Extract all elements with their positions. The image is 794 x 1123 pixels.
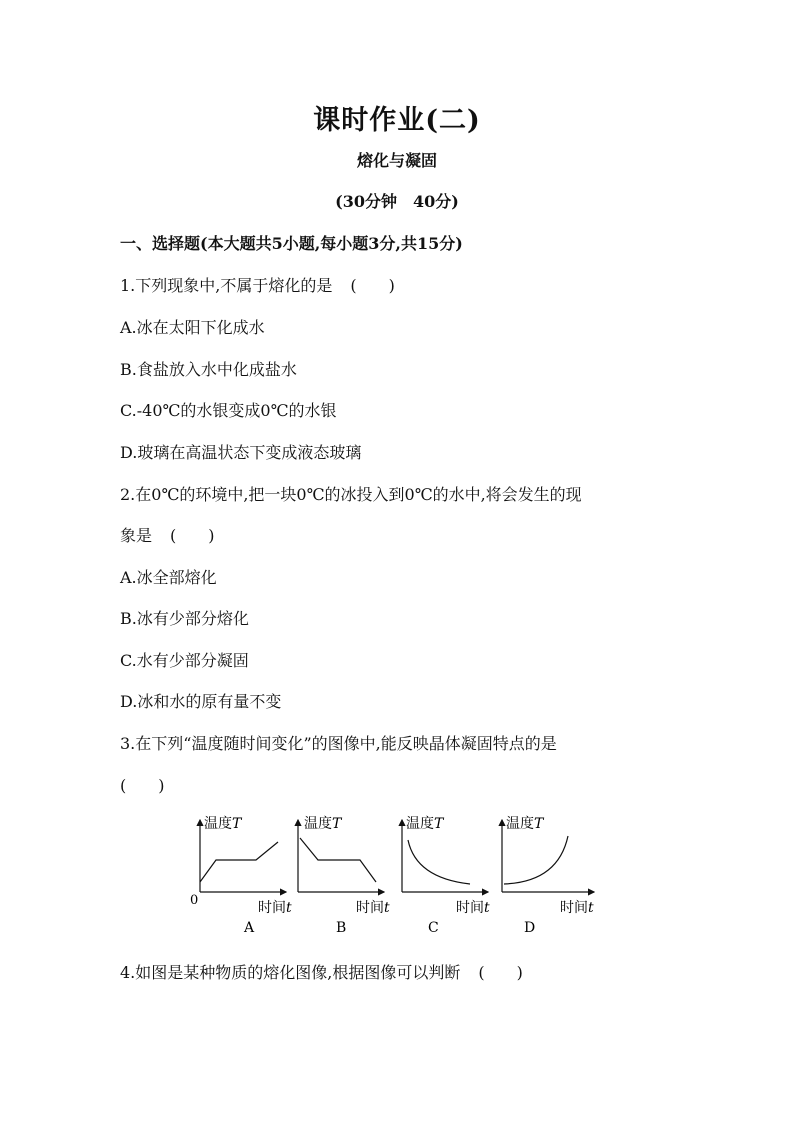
y-axis-label: 温度T: [304, 816, 342, 832]
q2-option-d: D.冰和水的原有量不变: [120, 692, 282, 711]
question-1-stem: [120, 273, 395, 296]
y-axis-label: 温度T: [506, 816, 544, 832]
graph-b: [298, 815, 390, 936]
caption-a: A: [244, 920, 255, 936]
caption-d: D: [524, 920, 536, 936]
curve-d: [504, 836, 568, 884]
q2-option-b: B.冰有少部分熔化: [120, 609, 249, 628]
answer-paren: ( ): [350, 276, 395, 295]
question-2-stem-line2: [120, 523, 215, 546]
question-3-stem: 3.在下列“温度随时间变化”的图像中,能反映晶体凝固特点的是: [120, 734, 557, 753]
x-axis-label: 时间t: [356, 900, 390, 916]
y-axis-label: 温度T: [204, 816, 242, 832]
page-title: 课时作业(二): [313, 105, 481, 136]
answer-paren: ( ): [170, 526, 215, 545]
origin-label: 0: [190, 893, 199, 908]
page-subtitle: 熔化与凝固: [356, 151, 437, 170]
x-axis-label: 时间t: [456, 900, 490, 916]
curve-a: [200, 842, 278, 882]
graph-c: [402, 815, 490, 936]
q2-option-a: A.冰全部熔化: [120, 568, 217, 587]
caption-c: C: [428, 920, 439, 936]
q1-option-a: A.冰在太阳下化成水: [120, 318, 265, 337]
x-axis-label: 时间t: [258, 900, 292, 916]
time-score-info: (30分钟 40分): [335, 192, 459, 211]
q2-option-c: C.水有少部分凝固: [120, 651, 249, 670]
q1-option-b: B.食盐放入水中化成盐水: [120, 360, 297, 379]
x-axis-label: 时间t: [560, 900, 594, 916]
graph-a: [190, 815, 292, 936]
question-4-stem: [120, 960, 523, 983]
q1-option-d: D.玻璃在高温状态下变成液态玻璃: [120, 443, 362, 462]
section-heading: 一、选择题(本大题共5小题,每小题3分,共15分): [120, 234, 463, 253]
y-axis-label: 温度T: [406, 816, 444, 832]
answer-paren: ( ): [478, 963, 523, 982]
graph-d: [502, 815, 594, 936]
question-1-text: 1.下列现象中,不属于熔化的是: [120, 276, 333, 295]
curve-b: [300, 838, 376, 882]
answer-paren: ( ): [120, 776, 165, 795]
q1-option-c: C.-40℃的水银变成0℃的水银: [120, 401, 337, 420]
curve-c: [408, 840, 470, 884]
caption-b: B: [336, 920, 347, 936]
temperature-time-graphs: [186, 810, 606, 940]
question-2-text: 象是: [120, 526, 153, 545]
question-4-text: 4.如图是某种物质的熔化图像,根据图像可以判断: [120, 963, 461, 982]
question-2-stem-line1: 2.在0℃的环境中,把一块0℃的冰投入到0℃的水中,将会发生的现: [120, 485, 582, 504]
